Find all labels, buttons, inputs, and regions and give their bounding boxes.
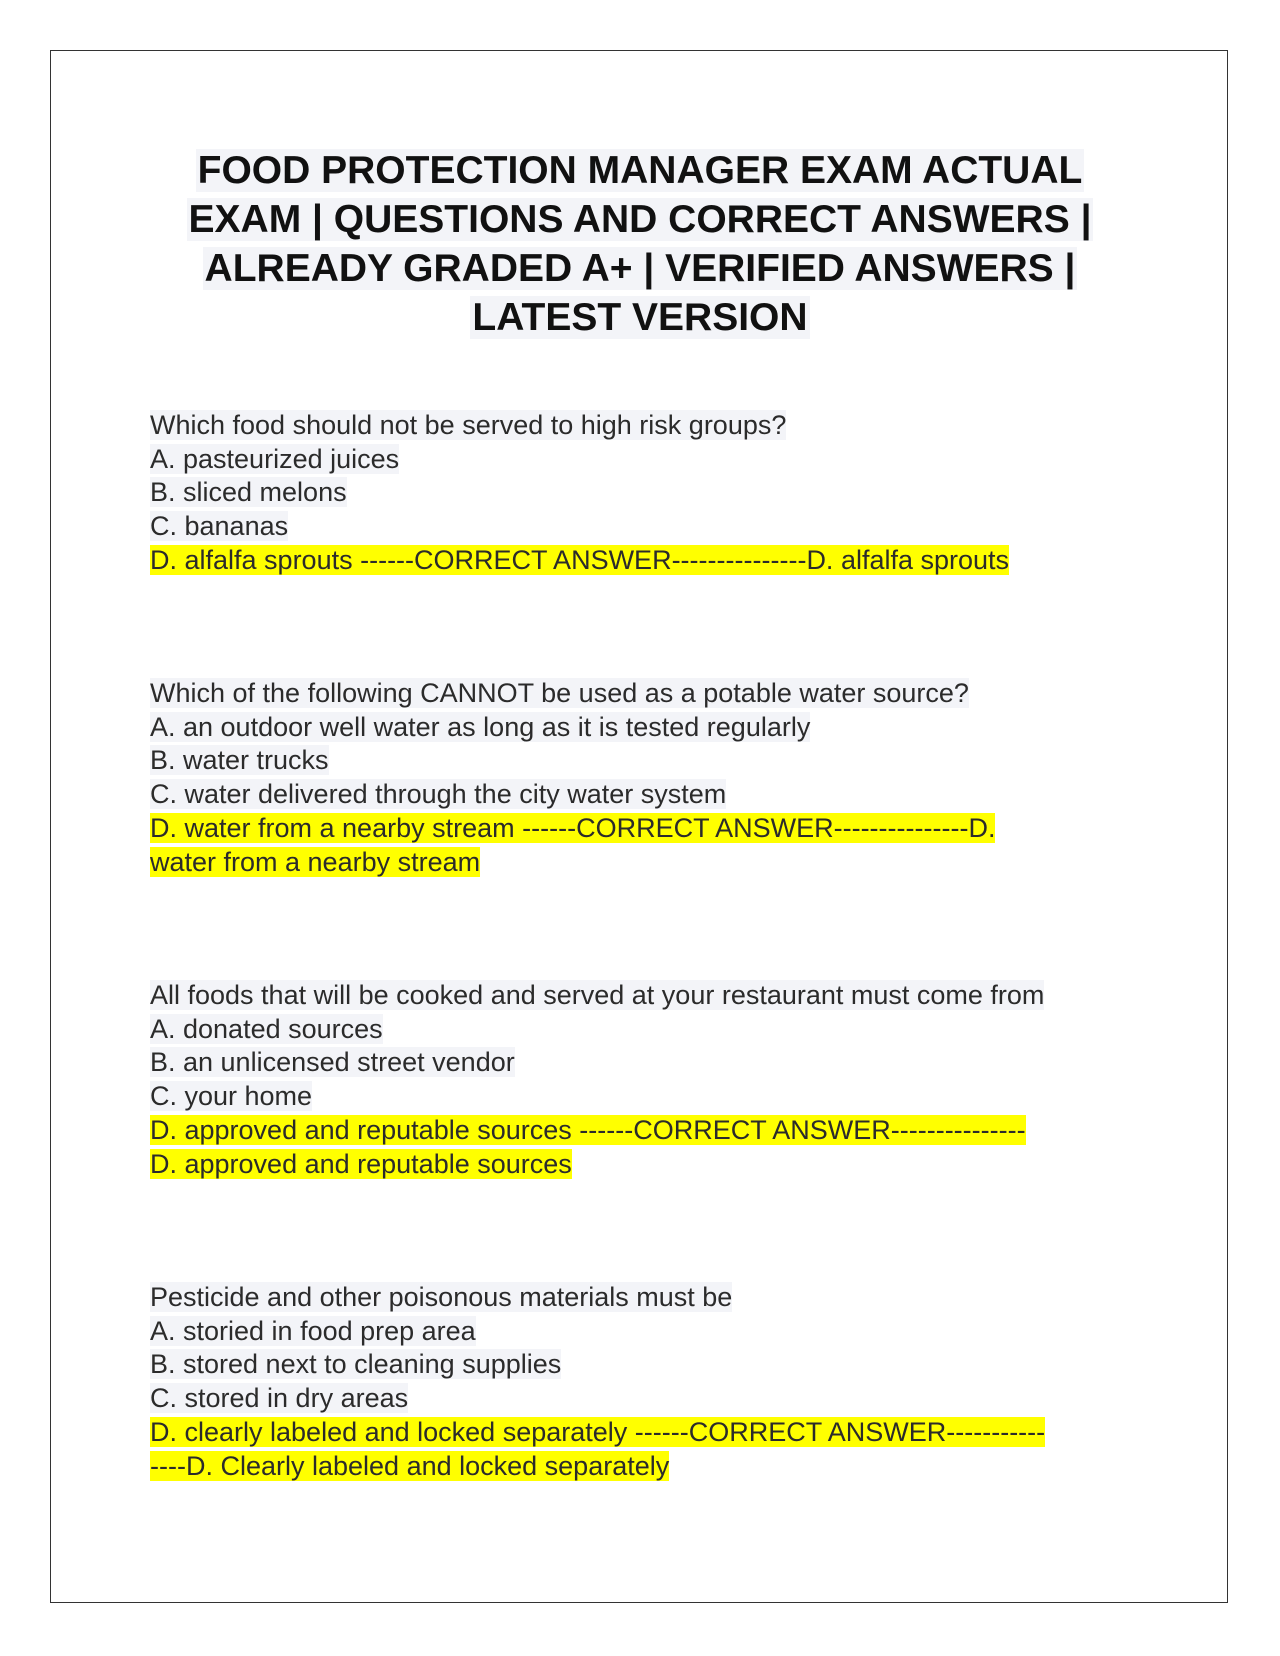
answer-option: A. pasteurized juices [150,443,400,474]
correct-answer: D. clearly labeled and locked separately ------CORRECT ANSWER----------- [150,1416,1046,1447]
correct-answer: water from a nearby stream [150,846,481,877]
correct-answer: D. alfalfa sprouts ------CORRECT ANSWER---------------D. alfalfa sprouts [150,544,1010,575]
question-text: All foods that will be cooked and served at your restaurant must come from [150,980,1045,1010]
title-line: FOOD PROTECTION MANAGER EXAM ACTUAL [197,149,1083,192]
title-line: LATEST VERSION [472,296,808,339]
title-line: EXAM | QUESTIONS AND CORRECT ANSWERS | [188,198,1092,241]
correct-answer: ----D. Clearly labeled and locked separately [150,1450,670,1481]
question-text: Which food should not be served to high risk groups? [150,410,787,440]
question-block [150,1281,1130,1483]
answer-option: A. an outdoor well water as long as it is tested regularly [150,711,811,742]
answer-option: C. bananas [150,511,289,542]
correct-answer: D. approved and reputable sources ------CORRECT ANSWER--------------- [150,1114,1026,1145]
question-text: Which of the following CANNOT be used as a potable water source? [150,678,969,708]
answer-option: C. water delivered through the city water system [150,779,727,810]
answer-option: C. your home [150,1081,313,1112]
answer-option: B. an unlicensed street vendor [150,1047,515,1078]
question-block [150,677,1130,879]
question-block [150,409,1130,578]
answer-option: B. sliced melons [150,477,347,508]
answer-option: A. storied in food prep area [150,1315,476,1346]
answer-option: B. water trucks [150,745,329,776]
question-text: Pesticide and other poisonous materials must be [150,1282,733,1312]
question-block [150,979,1130,1181]
document-title [140,146,1140,342]
answer-option: A. donated sources [150,1013,383,1044]
answer-option: B. stored next to cleaning supplies [150,1349,562,1380]
answer-option: C. stored in dry areas [150,1383,409,1414]
correct-answer: D. water from a nearby stream ------CORRECT ANSWER---------------D. [150,812,996,843]
title-line: ALREADY GRADED A+ | VERIFIED ANSWERS | [204,247,1076,290]
correct-answer: D. approved and reputable sources [150,1148,572,1179]
